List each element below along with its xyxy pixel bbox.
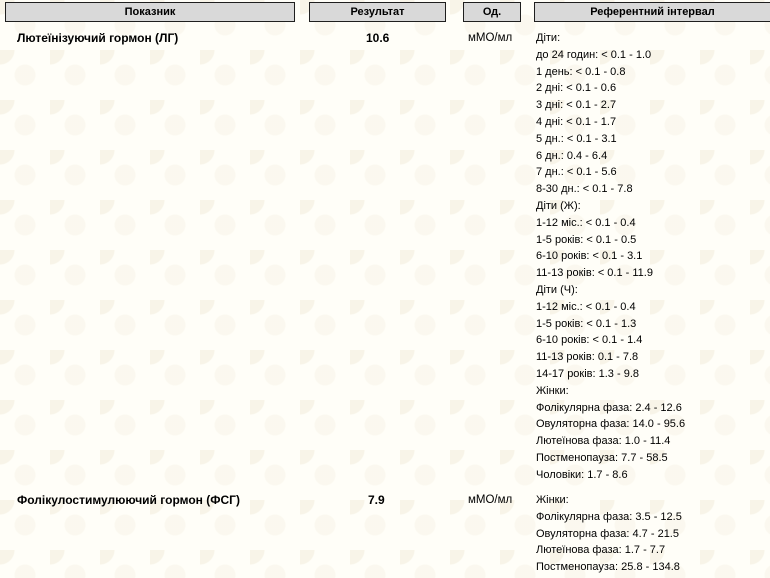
reference-line: Овуляторна фаза: 4.7 - 21.5 [536, 527, 679, 540]
reference-interval-list [536, 30, 685, 484]
reference-line: 2 дні: < 0.1 - 0.6 [536, 82, 617, 95]
column-header-unit: Од. [463, 2, 521, 22]
reference-line: 5 дн.: < 0.1 - 3.1 [536, 132, 617, 145]
reference-line: Постменопауза: 25.8 - 134.8 [536, 561, 680, 574]
reference-line: 1 день: < 0.1 - 0.8 [536, 65, 626, 78]
reference-line: Чоловіки: 1.7 - 8.6 [536, 468, 628, 481]
reference-line: 1-12 міс.: < 0.1 - 0.4 [536, 216, 636, 229]
column-header-indicator: Показник [5, 2, 295, 22]
reference-line: Фолікулярна фаза: 3.5 - 12.5 [536, 510, 682, 523]
reference-line: 1-12 міс.: < 0.1 - 0.4 [536, 300, 636, 313]
reference-line: Овуляторна фаза: 14.0 - 95.6 [536, 418, 686, 431]
unit-label: мМО/мл [468, 494, 513, 506]
reference-line: Фолікулярна фаза: 2.4 - 12.6 [536, 401, 682, 414]
reference-line: Жінки: [536, 494, 569, 506]
column-header-reference-interval: Референтний інтервал [534, 2, 770, 22]
result-value: 10.6 [366, 31, 390, 45]
reference-line: 6-10 років: < 0.1 - 3.1 [536, 250, 643, 263]
reference-line: Діти (Ж): [536, 199, 581, 212]
reference-interval-list [536, 492, 682, 576]
reference-line: 4 дні: < 0.1 - 1.7 [536, 115, 617, 128]
reference-line: Діти (Ч): [536, 283, 578, 296]
reference-line: 1-5 років: < 0.1 - 0.5 [536, 233, 637, 246]
reference-line: Лютеїнова фаза: 1.0 - 11.4 [536, 435, 671, 448]
reference-line: 6 дн.: 0.4 - 6.4 [536, 149, 608, 162]
reference-line: Постменопауза: 7.7 - 58.5 [536, 451, 668, 464]
reference-line: 1-5 років: < 0.1 - 1.3 [536, 317, 637, 330]
reference-line: до 24 годин: < 0.1 - 1.0 [536, 48, 652, 61]
unit-label: мМО/мл [468, 32, 513, 44]
reference-line: 11-13 років: 0.1 - 7.8 [536, 351, 639, 364]
reference-line: Діти: [536, 32, 561, 44]
reference-line: Лютеїнова фаза: 1.7 - 7.7 [536, 544, 666, 557]
reference-line: 8-30 дн.: < 0.1 - 7.8 [536, 183, 633, 196]
indicator-name: Лютеїнізуючий гормон (ЛГ) [17, 31, 179, 45]
reference-line: 3 дні: < 0.1 - 2.7 [536, 99, 617, 112]
reference-line: Жінки: [536, 384, 569, 397]
reference-line: 14-17 років: 1.3 - 9.8 [536, 367, 639, 380]
indicator-name: Фолікулостимулюючий гормон (ФСГ) [17, 493, 240, 507]
reference-line: 11-13 років: < 0.1 - 11.9 [536, 267, 653, 280]
reference-line: 6-10 років: < 0.1 - 1.4 [536, 334, 643, 347]
result-value: 7.9 [368, 493, 385, 507]
column-header-result: Результат [309, 2, 446, 22]
reference-line: 7 дн.: < 0.1 - 5.6 [536, 166, 617, 179]
